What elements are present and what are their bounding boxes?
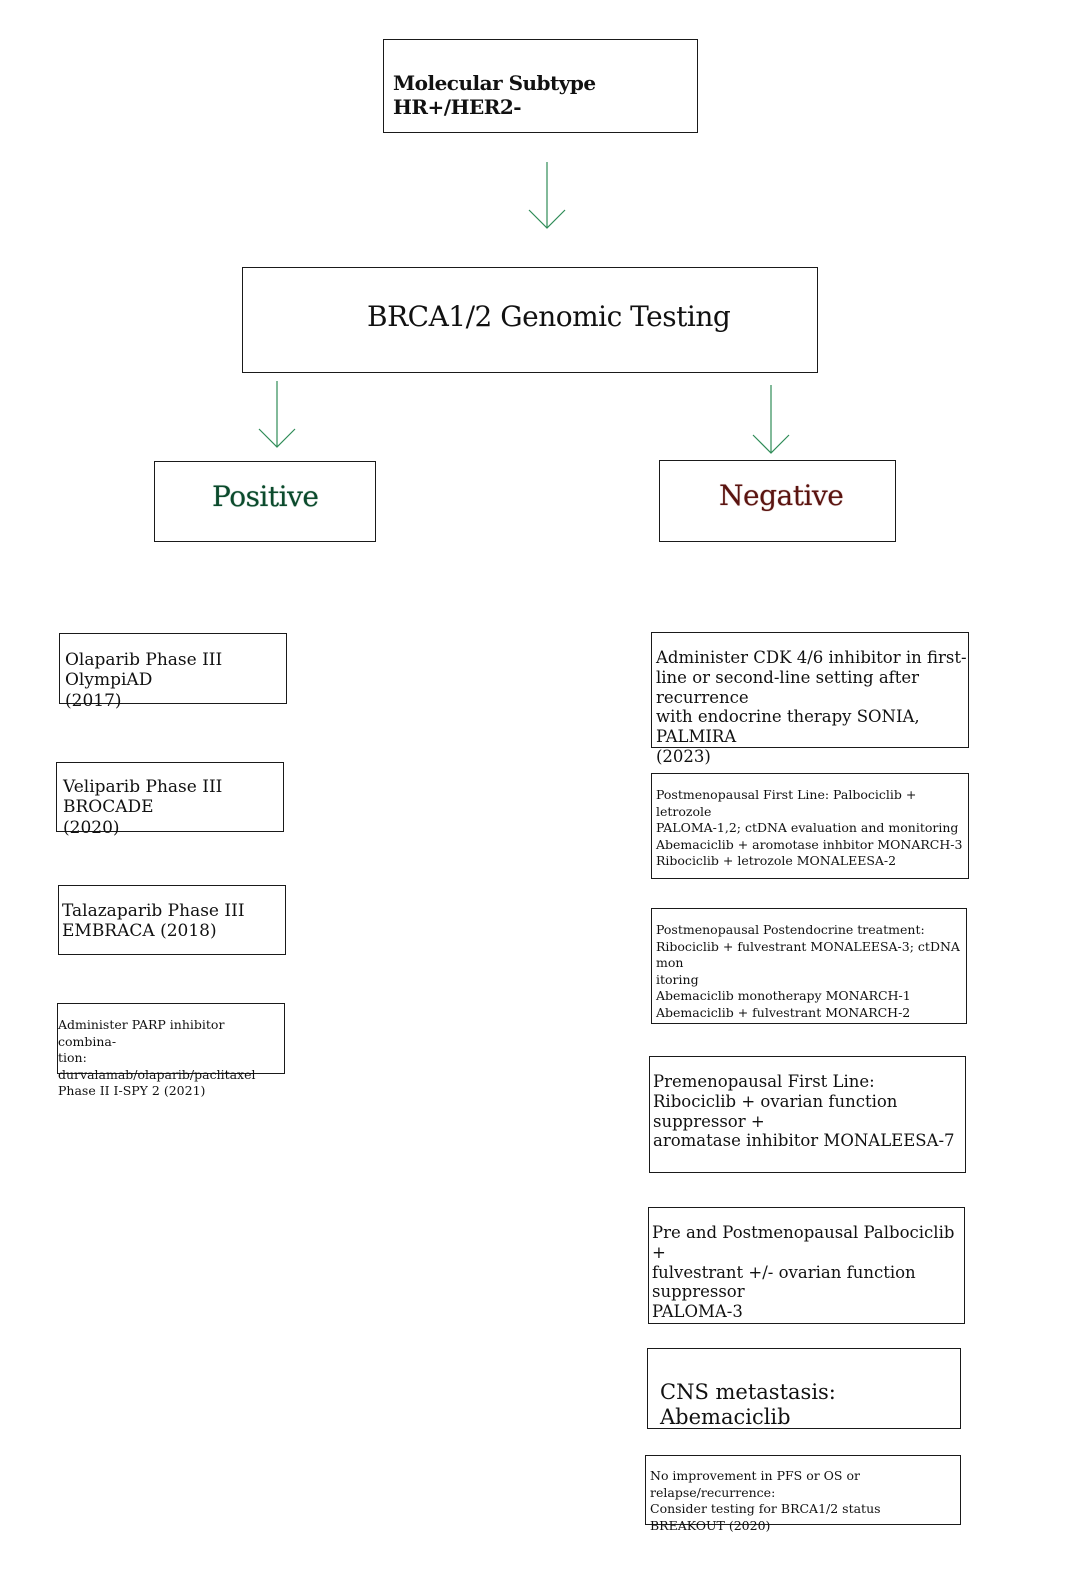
negative-item-breakout: [645, 1455, 961, 1533]
root-node-label: Molecular Subtype HR+/HER2-: [393, 71, 596, 119]
negative-label: Negative: [719, 479, 844, 512]
root-node: [383, 39, 698, 133]
negative-node: [659, 460, 896, 542]
negative-item-text: CNS metastasis: Abemaciclib: [660, 1380, 836, 1430]
arrow-testing-to-negative: [751, 385, 791, 455]
positive-item-parp-combination: [57, 1003, 285, 1098]
negative-item-text: No improvement in PFS or OS or relapse/recurrence: Consider testing for BRCA1/2 status BREAKOUT (2020): [650, 1468, 881, 1533]
positive-item-text: Talazaparib Phase III EMBRACA (2018): [62, 901, 245, 942]
positive-item-text: Administer PARP inhibitor combina- tion: durvalamab/olaparib/paclitaxel Phase II I-SPY 2 (2021): [58, 1017, 256, 1098]
negative-item-postendocrine: [651, 908, 967, 1024]
genomic-testing-label: BRCA1/2 Genomic Testing: [367, 300, 731, 333]
negative-item-text: Pre and Postmenopausal Palbociclib + fulvestrant +/- ovarian function suppressor PALOMA-3: [652, 1223, 955, 1322]
positive-item-text: Olaparib Phase III OlympiAD (2017): [65, 650, 223, 711]
negative-item-text: Postmenopausal Postendocrine treatment: Ribociclib + fulvestrant MONALEESA-3; ctDNA mon itoring Abemaciclib monotherapy MONARCH-1 Abemaciclib + fulvestrant MONARCH-2: [656, 922, 960, 1020]
negative-item-paloma3: [648, 1207, 965, 1324]
arrow-testing-to-positive: [257, 381, 297, 449]
negative-item-text: Administer CDK 4/6 inhibitor in first- line or second-line setting after recurrence with endocrine therapy SONIA, PALMIRA (2023): [656, 648, 967, 766]
negative-item-text: Postmenopausal First Line: Palbociclib + letrozole PALOMA-1,2; ctDNA evaluation and monitoring Abemaciclib + aromotase inhbitor MONARCH-3 Ribociclib + letrozole MONALEESA-2: [656, 787, 963, 868]
positive-item-veliparib: [56, 762, 284, 838]
positive-item-talazaparib: [58, 885, 286, 955]
genomic-testing-node: [242, 267, 818, 373]
negative-item-premenopausal: [649, 1056, 966, 1173]
negative-item-cdk46: [651, 632, 969, 766]
negative-item-cns-metastasis: [647, 1348, 961, 1429]
positive-item-olaparib: [59, 633, 287, 711]
arrow-root-to-testing: [527, 162, 567, 230]
positive-node: [154, 461, 376, 542]
positive-item-text: Veliparib Phase III BROCADE (2020): [63, 777, 223, 838]
negative-item-postmenopausal-first-line: [651, 773, 969, 879]
negative-item-text: Premenopausal First Line: Ribociclib + ovarian function suppressor + aromatase inhibitor MONALEESA-7: [653, 1072, 955, 1151]
positive-label: Positive: [212, 480, 319, 513]
